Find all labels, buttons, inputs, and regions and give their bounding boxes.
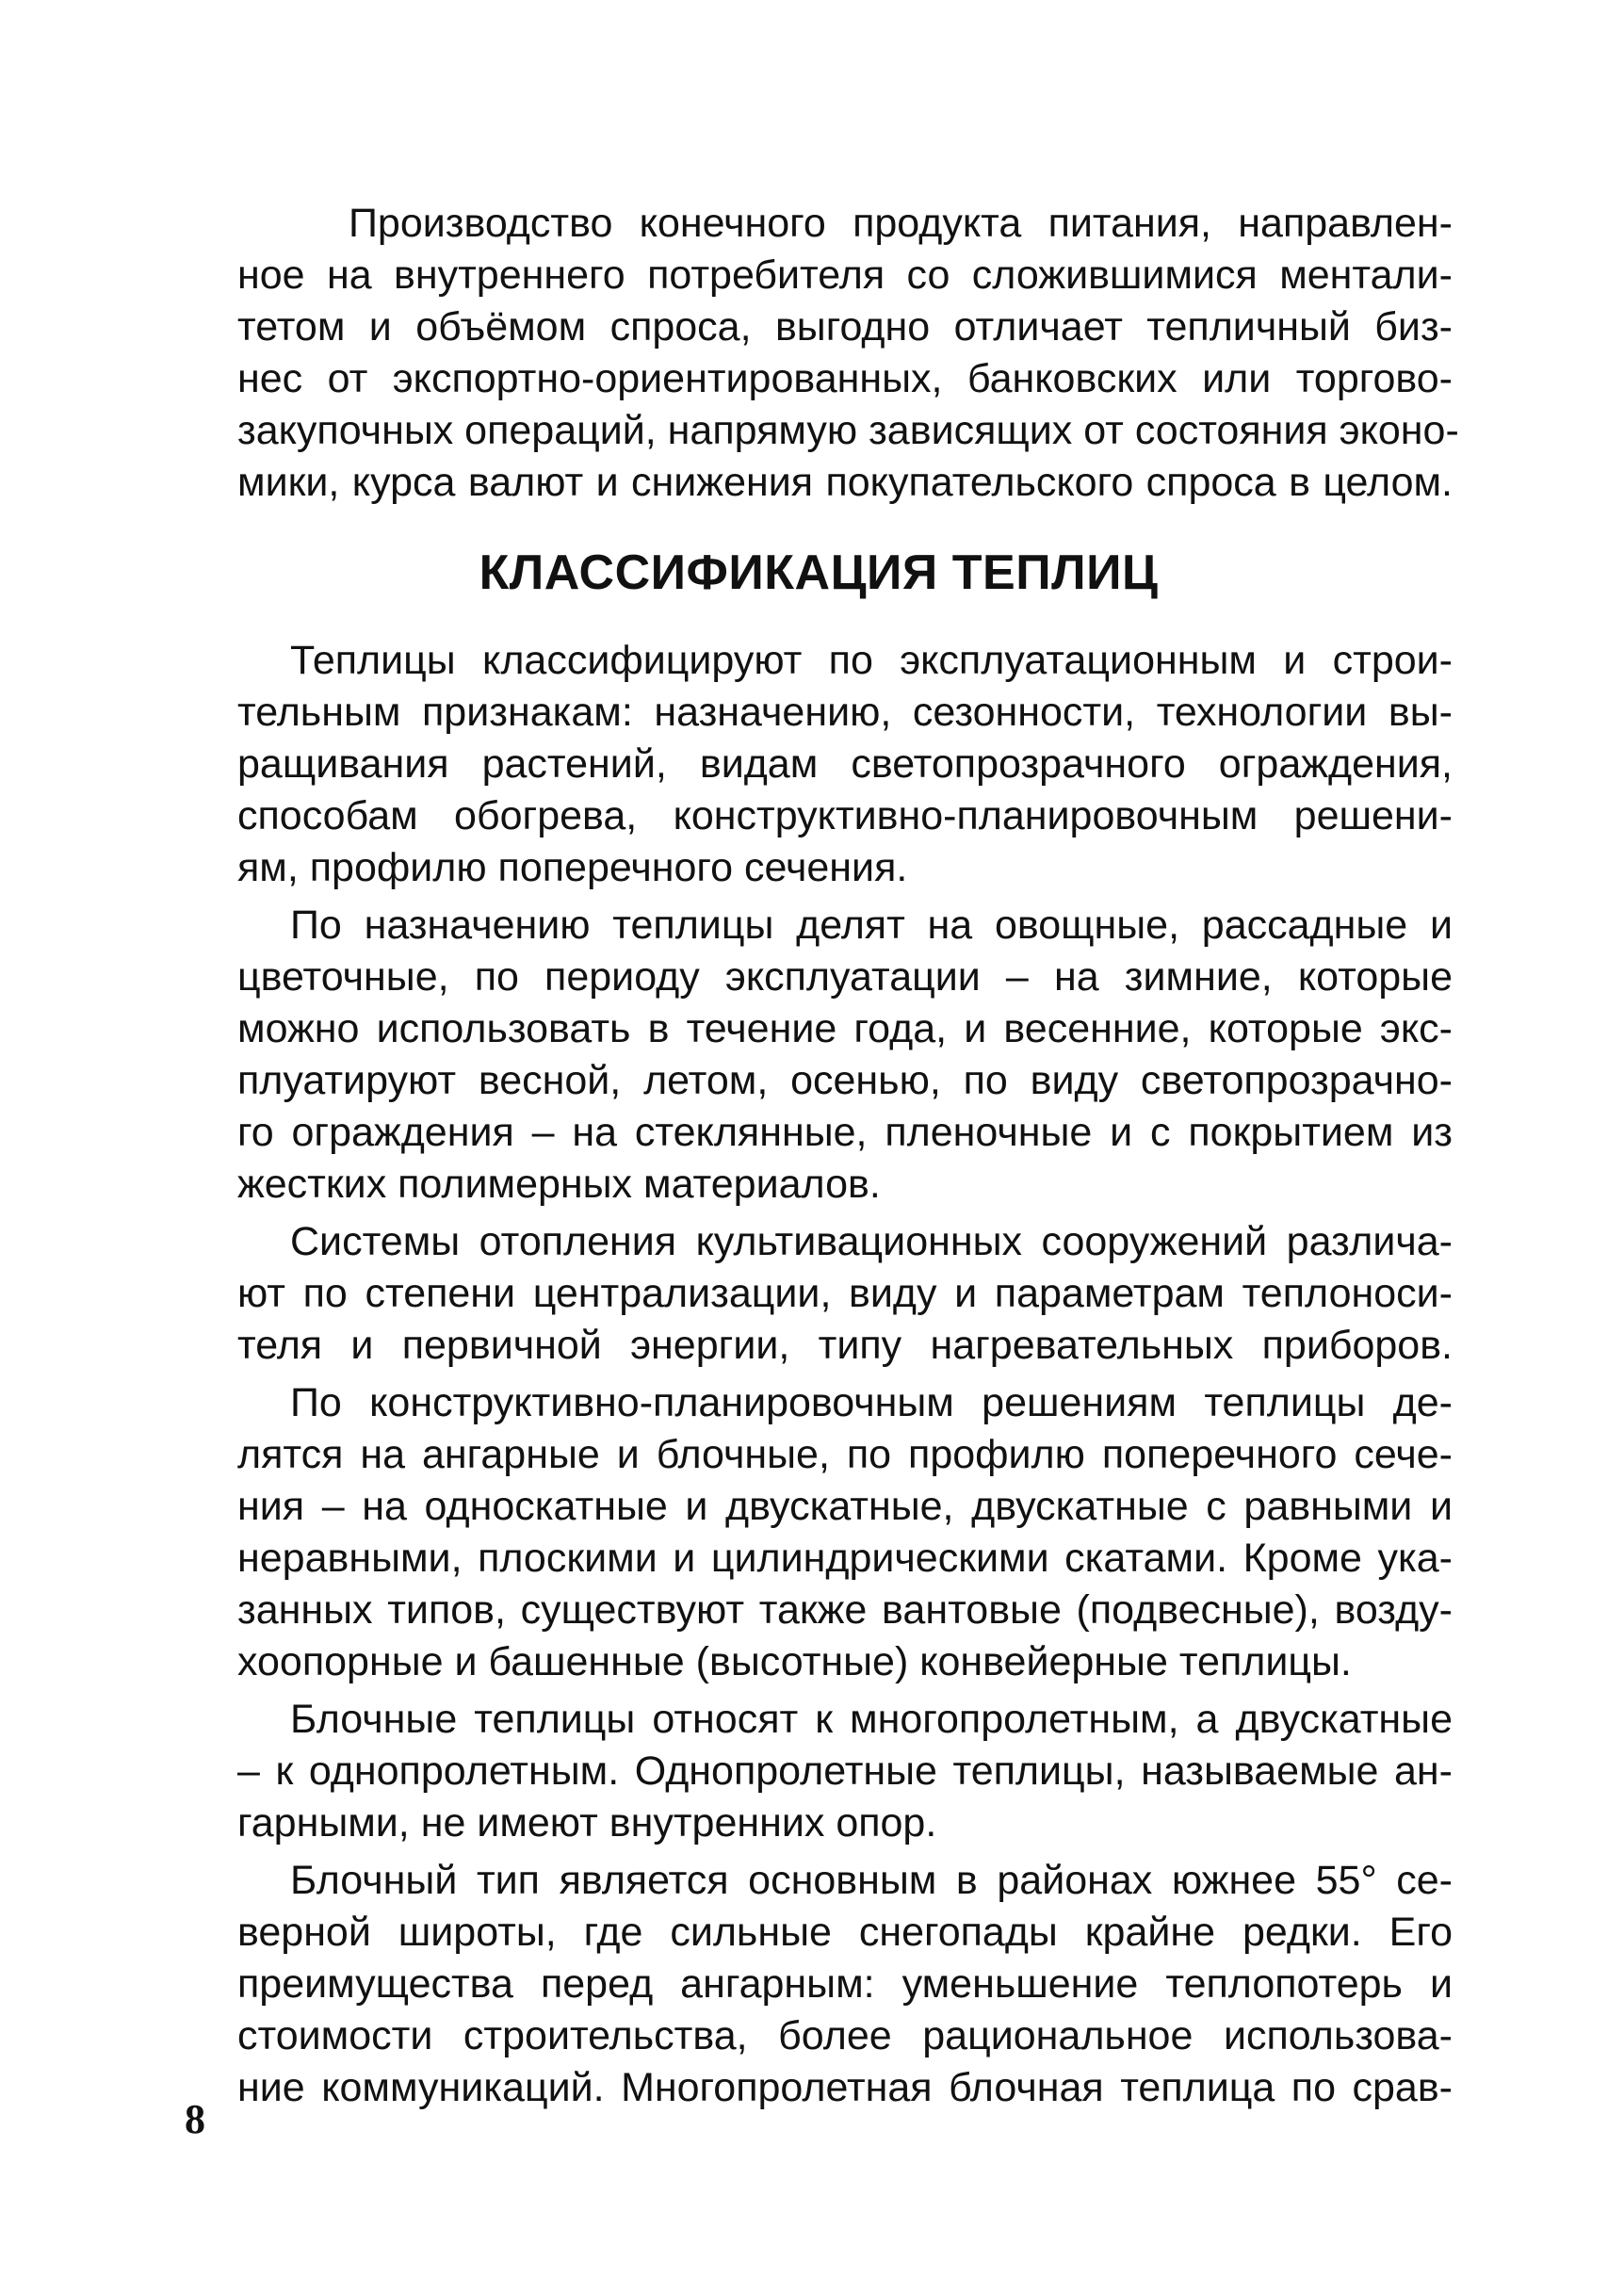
text-line: Блочные теплицы относят к многопролетным, а двускатные <box>290 1697 1453 1742</box>
paragraph-block-greenhouses <box>185 1694 1453 1849</box>
text-line: теля и первичной энергии, типу нагревательных приборов. <box>237 1323 1453 1368</box>
text-line: верной широты, где сильные снегопады крайне редки. Его <box>237 1910 1453 1955</box>
text-line: ное на внутреннего потребителя со сложившимися ментали- <box>237 252 1453 298</box>
text-line: стоимости строительства, более рациональное использова- <box>237 2013 1453 2058</box>
text-line: тетом и объёмом спроса, выгодно отличает тепличный биз- <box>237 304 1453 350</box>
text-line: Производство конечного продукта питания, направлен- <box>349 201 1453 246</box>
text-line: занных типов, существуют также вантовые (подвесные), возду- <box>237 1587 1453 1633</box>
text-line: По назначению теплицы делят на овощные, рассадные и <box>290 903 1453 948</box>
text-line: ям, профилю поперечного сечения. <box>237 845 908 890</box>
paragraph-purpose <box>185 900 1453 1211</box>
paragraph-block-type <box>185 1855 1453 2114</box>
text-line: ращивания растений, видам светопрозрачного ограждения, <box>237 741 1453 787</box>
text-line: тельным признакам: назначению, сезонности, технологии вы- <box>237 690 1453 735</box>
text-line: Теплицы классифицируют по эксплуатационным и строи- <box>290 638 1453 683</box>
paragraph-heating <box>185 1216 1453 1372</box>
text-line: Системы отопления культивационных сооружений различа- <box>290 1219 1453 1264</box>
text-line: преимущества перед ангарным: уменьшение теплопотерь и <box>237 1961 1453 2007</box>
text-line: Блочный тип является основным в районах южнее 55° се- <box>290 1858 1453 1903</box>
text-line: можно использовать в течение года, и весенние, которые экс- <box>237 1006 1453 1051</box>
text-line: мики, курса валют и снижения покупательского спроса в целом. <box>237 460 1453 505</box>
text-line: ния – на односкатные и двускатные, двускатные с равными и <box>237 1484 1453 1529</box>
text-line: – к однопролетным. Однопролетные теплицы, называемые ан- <box>237 1748 1453 1794</box>
text-line: плуатируют весной, летом, осенью, по виду светопрозрачно- <box>237 1058 1453 1103</box>
text-line: ние коммуникаций. Многопролетная блочная теплица по срав- <box>237 2065 1453 2110</box>
text-line: ют по степени централизации, виду и параметрам теплоноси- <box>237 1271 1453 1316</box>
text-line: неравными, плоскими и цилиндрическими скатами. Кроме ука- <box>237 1536 1453 1581</box>
text-line: жестких полимерных материалов. <box>237 1162 881 1207</box>
intro-paragraph <box>185 198 1459 509</box>
text-line: закупочных операций, напрямую зависящих от состояния эконо- <box>237 408 1459 453</box>
text-line: По конструктивно-планировочным решениям теплицы де- <box>290 1380 1453 1425</box>
text-line: лятся на ангарные и блочные, по профилю поперечного сече- <box>237 1432 1453 1477</box>
text-line: го ограждения – на стеклянные, пленочные и с покрытием из <box>237 1110 1453 1155</box>
page-number: 8 <box>185 2096 205 2142</box>
paragraph-construction <box>185 1377 1453 1688</box>
page-body <box>185 198 1459 2120</box>
text-line: цветочные, по периоду эксплуатации – на зимние, которые <box>237 954 1453 1000</box>
section-heading: КЛАССИФИКАЦИЯ ТЕПЛИЦ <box>479 545 1159 600</box>
text-line: способам обогрева, конструктивно-планировочным решени- <box>237 793 1453 838</box>
text-line: нес от экспортно-ориентированных, банковских или торгово- <box>237 356 1453 401</box>
text-line: хоопорные и башенные (высотные) конвейерные теплицы. <box>237 1639 1352 1684</box>
paragraph-classification <box>185 635 1453 894</box>
text-line: гарными, не имеют внутренних опор. <box>237 1800 937 1846</box>
